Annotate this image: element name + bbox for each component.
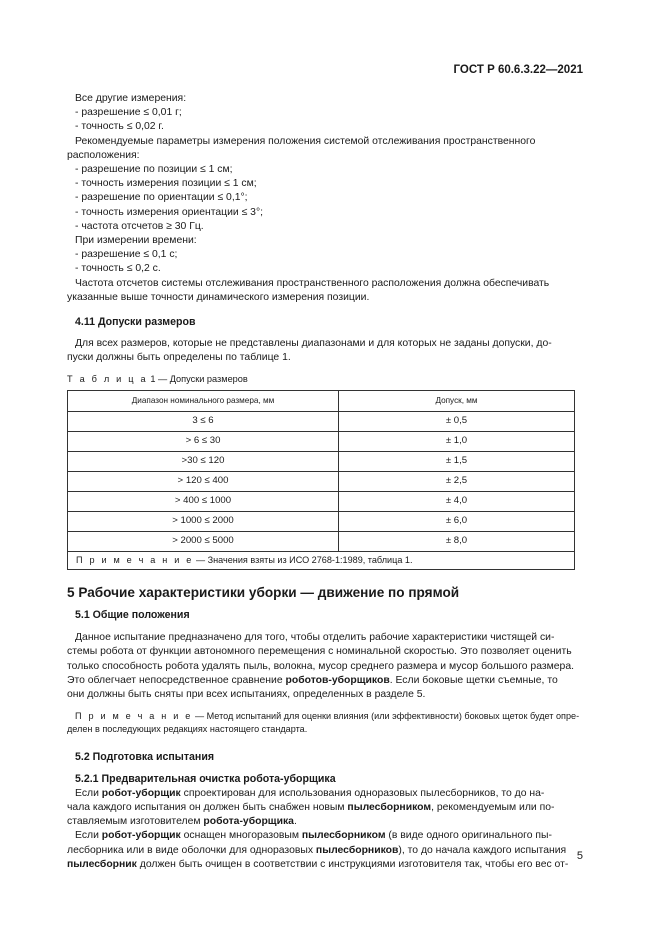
- text-line: указанные выше точности динамического измерения позиции.: [67, 291, 370, 303]
- text-line: стемы робота от функции автономного перемещения с номинальной скоростью. Это позволяет оценить: [67, 646, 572, 658]
- table-cell-range: >30 ≤ 120: [68, 451, 339, 471]
- list-item: - разрешение ≤ 0,01 г;: [75, 107, 182, 119]
- note-line: [75, 710, 583, 723]
- table-cell-range: > 2000 ≤ 5000: [68, 531, 339, 551]
- list-item: - частота отсчетов ≥ 30 Гц.: [75, 220, 204, 232]
- table-cell-tolerance: ± 6,0: [339, 511, 575, 531]
- term-bold: пылесборником: [301, 830, 386, 842]
- term-bold: робот-уборщик: [101, 787, 181, 799]
- text-span: ), то до начала каждого испытания: [398, 844, 567, 856]
- text-span: лесборника или в виде оболочки для одноразовых: [67, 844, 316, 856]
- table-cell-tolerance: ± 1,0: [339, 431, 575, 451]
- text-line: Данное испытание предназначено для того, чтобы отделить рабочие характеристики чистящей си-: [75, 632, 555, 644]
- list-item: - разрешение ≤ 0,1 с;: [75, 249, 178, 261]
- section-heading: 5.1 Общие положения: [75, 609, 190, 622]
- table-cell-tolerance: ± 8,0: [339, 531, 575, 551]
- subsection-heading: 5.2.1 Предварительная очистка робота-уборщика: [75, 773, 336, 786]
- table-caption-text: 1 — Допуски размеров: [150, 373, 248, 384]
- text-span: оснащен многоразовым: [180, 830, 302, 842]
- list-item: - точность измерения позиции ≤ 1 см;: [75, 178, 257, 190]
- text-line: [75, 829, 583, 843]
- table-caption-prefix: Т а б л и ц а: [67, 373, 148, 384]
- text-span: спроектирован для использования одноразовых пылесборников, то до на-: [180, 787, 545, 799]
- text-line: [75, 787, 583, 801]
- term-bold: пылесборников: [315, 844, 399, 856]
- tolerance-table: [67, 390, 575, 570]
- text-line: Все другие измерения:: [75, 93, 187, 104]
- term-bold: роботов-уборщиков: [285, 674, 390, 686]
- text-line: [67, 801, 583, 815]
- page-number: 5: [576, 850, 583, 862]
- text-line: пуски должны быть определены по таблице 1.: [67, 352, 291, 364]
- term-bold: робота-уборщика: [203, 816, 294, 828]
- table-cell-range: 3 ≤ 6: [68, 411, 339, 431]
- text-span: чала каждого испытания он должен быть снабжен новым: [67, 801, 348, 813]
- table-cell-tolerance: ± 0,5: [339, 411, 575, 431]
- table-header-tolerance: Допуск, мм: [339, 390, 575, 411]
- list-item: - точность ≤ 0,02 г.: [75, 121, 164, 133]
- text-span: (в виде одного оригинального пы-: [385, 830, 552, 842]
- list-item: - разрешение по позиции ≤ 1 см;: [75, 164, 233, 176]
- text-line: Частота отсчетов системы отслеживания пространственного расположения должна обеспечивать: [75, 277, 550, 289]
- text-line: только способность робота удалять пыль, волокна, мусор среднего размера и мусор большого размера.: [67, 660, 574, 672]
- text-span: .: [293, 816, 297, 828]
- text-line: [67, 858, 583, 872]
- note-line: делен в последующих редакциях настоящего стандарта.: [67, 724, 308, 735]
- table-row: [68, 511, 575, 531]
- table-cell-range: > 6 ≤ 30: [68, 431, 339, 451]
- table-cell-tolerance: ± 2,5: [339, 471, 575, 491]
- text-span: Если: [75, 830, 102, 842]
- term-bold: пылесборником: [347, 801, 432, 813]
- list-item: - точность измерения ориентации ≤ 3°;: [75, 206, 263, 218]
- table-caption: [67, 372, 583, 386]
- table-row: [68, 411, 575, 431]
- text-line: [67, 674, 583, 688]
- table-cell-tolerance: ± 1,5: [339, 451, 575, 471]
- document-id: ГОСТ Р 60.6.3.22—2021: [453, 64, 583, 76]
- text-span: ставляемым изготовителем: [67, 816, 204, 828]
- table-row: [68, 451, 575, 471]
- table-row: [68, 491, 575, 511]
- text-span: должен быть очищен в соответствии с инструкциями изготовителя так, чтобы его вес от-: [136, 858, 569, 870]
- text-line: Для всех размеров, которые не представлены диапазонами и для которых не заданы допуски, до-: [75, 338, 552, 350]
- text-span: , рекомендуемым или по-: [431, 801, 555, 813]
- table-header-range: Диапазон номинального размера, мм: [68, 390, 339, 411]
- note-prefix: П р и м е ч а н и е: [75, 711, 193, 722]
- table-note: [68, 551, 575, 569]
- table-cell-range: > 120 ≤ 400: [68, 471, 339, 491]
- page-body: [67, 92, 583, 872]
- table-cell-tolerance: ± 4,0: [339, 491, 575, 511]
- section-heading: 5.2 Подготовка испытания: [75, 751, 215, 764]
- text-line: Рекомендуемые параметры измерения положения системой отслеживания пространственного: [75, 135, 536, 147]
- text-line: расположения:: [67, 149, 140, 161]
- table-note-text: — Значения взяты из ИСО 2768-1:1989, таблица 1.: [193, 555, 413, 566]
- text-span: Это облегчает непосредственное сравнение: [67, 674, 286, 686]
- list-item: - точность ≤ 0,2 с.: [75, 263, 161, 275]
- paragraph: [67, 631, 583, 702]
- text-line: При измерении времени:: [75, 235, 197, 247]
- text-line: [67, 815, 583, 829]
- text-line: [67, 844, 583, 858]
- text-span: . Если боковые щетки съемные, то: [389, 674, 558, 686]
- list-item: - разрешение по ориентации ≤ 0,1°;: [75, 192, 248, 204]
- table-header-row: [68, 390, 575, 411]
- table-row: [68, 431, 575, 451]
- table-row: [68, 471, 575, 491]
- table-cell-range: > 1000 ≤ 2000: [68, 511, 339, 531]
- table-cell-range: > 400 ≤ 1000: [68, 491, 339, 511]
- table-note-row: [68, 551, 575, 569]
- section-heading: 4.11 Допуски размеров: [75, 316, 196, 329]
- table-row: [68, 531, 575, 551]
- note: [67, 710, 583, 736]
- text-span: Если: [75, 787, 102, 799]
- note-text: — Метод испытаний для оценки влияния (или эффективности) боковых щеток будет опре-: [192, 711, 580, 722]
- text-line: они должны быть сняты при всех испытаниях, определенных в разделе 5.: [67, 689, 426, 701]
- chapter-heading: 5 Рабочие характеристики уборки — движение по прямой: [67, 584, 460, 600]
- paragraph: [67, 829, 583, 872]
- table-note-prefix: П р и м е ч а н и е: [76, 555, 194, 566]
- paragraph: [67, 787, 583, 830]
- term-bold: пылесборник: [67, 858, 137, 870]
- term-bold: робот-уборщик: [101, 830, 181, 842]
